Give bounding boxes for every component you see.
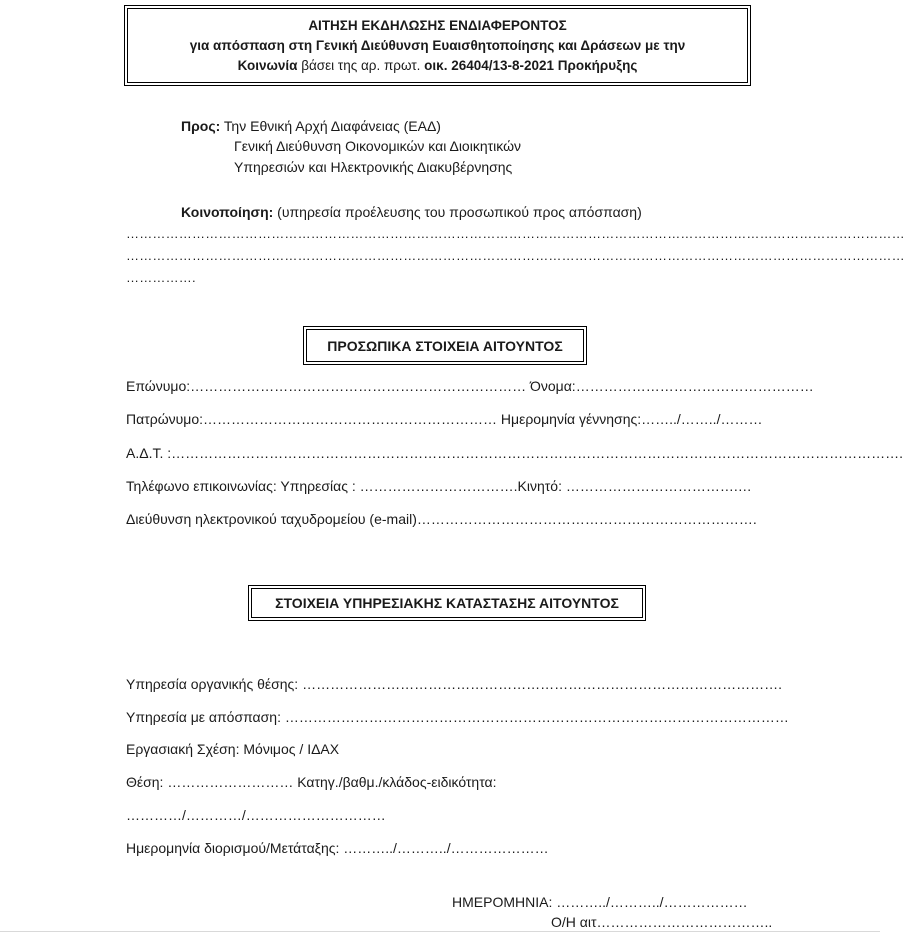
cc-line bbox=[181, 203, 642, 221]
service-section-box bbox=[248, 585, 646, 621]
cc-label: Κοινοποίηση: bbox=[181, 204, 274, 220]
page-bottom-divider bbox=[0, 931, 880, 932]
organic-post-row: Υπηρεσία οργανικής θέσης: …………………………………………………………………………………………. bbox=[126, 676, 782, 692]
form-title: ΑΙΤΗΣΗ ΕΚΔΗΛΩΣΗΣ ΕΝΔΙΑΦΕΡΟΝΤΟΣ bbox=[308, 18, 567, 33]
subtitle-bold-start: Κοινωνία bbox=[237, 58, 298, 73]
cc-dots-1: …………………………………………………………………………………………………………………………………………………………… bbox=[126, 226, 905, 241]
appointment-date-row: Ημερομηνία διορισμού/Μετάταξης: ………../………../………………… bbox=[126, 840, 549, 856]
personal-section-title: ΠΡΟΣΩΠΙΚΑ ΣΤΟΙΧΕΙΑ ΑΙΤΟΥΝΤΟΣ bbox=[306, 329, 584, 362]
cc-text: (υπηρεσία προέλευσης του προσωπικού προς απόσπαση) bbox=[273, 204, 642, 220]
recipient-line2: Γενική Διεύθυνση Οικονομικών και Διοικητικών bbox=[234, 138, 522, 154]
personal-section-box bbox=[303, 326, 587, 365]
cc-dots-3: ……………. bbox=[126, 270, 196, 285]
subtitle-normal: βάσει της αρ. πρωτ. bbox=[297, 58, 425, 73]
position-dots-row: …………/…………/………………………… bbox=[126, 807, 386, 823]
surname-name-row: Επώνυμο:……………………………………………………………… Όνομα:…………………………………………… bbox=[126, 378, 814, 394]
form-subtitle: για απόσπαση στη Γενική Διεύθυνση Ευαισθητοποίησης και Δράσεων με την bbox=[189, 38, 686, 53]
father-birthdate-row: Πατρώνυμο:……………………………………………………… Ημερομηνία γέννησης:……../……../……… bbox=[126, 411, 763, 427]
date-line: ΗΜΕΡΟΜΗΝΙΑ: ………../………../……………… bbox=[452, 894, 748, 910]
title-box-inner bbox=[127, 8, 748, 83]
email-row: Διεύθυνση ηλεκτρονικού ταχυδρομείου (e-mail)………………………………………………………………. bbox=[126, 511, 757, 527]
service-section-title: ΣΤΟΙΧΕΙΑ ΥΠΗΡΕΣΙΑΚΗΣ ΚΑΤΑΣΤΑΣΗΣ ΑΙΤΟΥΝΤΟΣ bbox=[251, 588, 643, 618]
id-card-row: Α.Δ.Τ. :…………………………………………………………………………………………………………………………………………. bbox=[126, 445, 904, 461]
secondment-row: Υπηρεσία με απόσπαση: ……………………………………………………………………………………………… bbox=[126, 709, 789, 725]
recipient-line1 bbox=[181, 117, 441, 135]
position-row: Θέση: ……………………… Κατηγ./βαθμ./κλάδος-ειδικότητα: bbox=[126, 774, 497, 790]
cc-dots-2: …………………………………………………………………………………………………………………………………………………………… bbox=[126, 248, 905, 263]
phone-row: Τηλέφωνο επικοινωνίας: Υπηρεσίας : …………………………….Κινητό: ……………………………….… bbox=[126, 478, 752, 494]
recipient-text-1: Την Εθνική Αρχή Διαφάνειας (ΕΑΔ) bbox=[223, 118, 441, 134]
recipient-line3: Υπηρεσιών και Ηλεκτρονικής Διακυβέρνησης bbox=[234, 159, 513, 175]
signature-line: Ο/Η αιτ……………………………….. bbox=[551, 914, 773, 930]
employment-relation-row: Εργασιακή Σχέση: Μόνιμος / ΙΔΑΧ bbox=[126, 741, 340, 757]
subtitle-bold-end: οικ. 26404/13-8-2021 Προκήρυξης bbox=[424, 58, 638, 73]
form-subtitle-line3 bbox=[128, 56, 747, 76]
recipient-label: Προς: bbox=[181, 118, 221, 134]
title-box bbox=[124, 5, 751, 86]
